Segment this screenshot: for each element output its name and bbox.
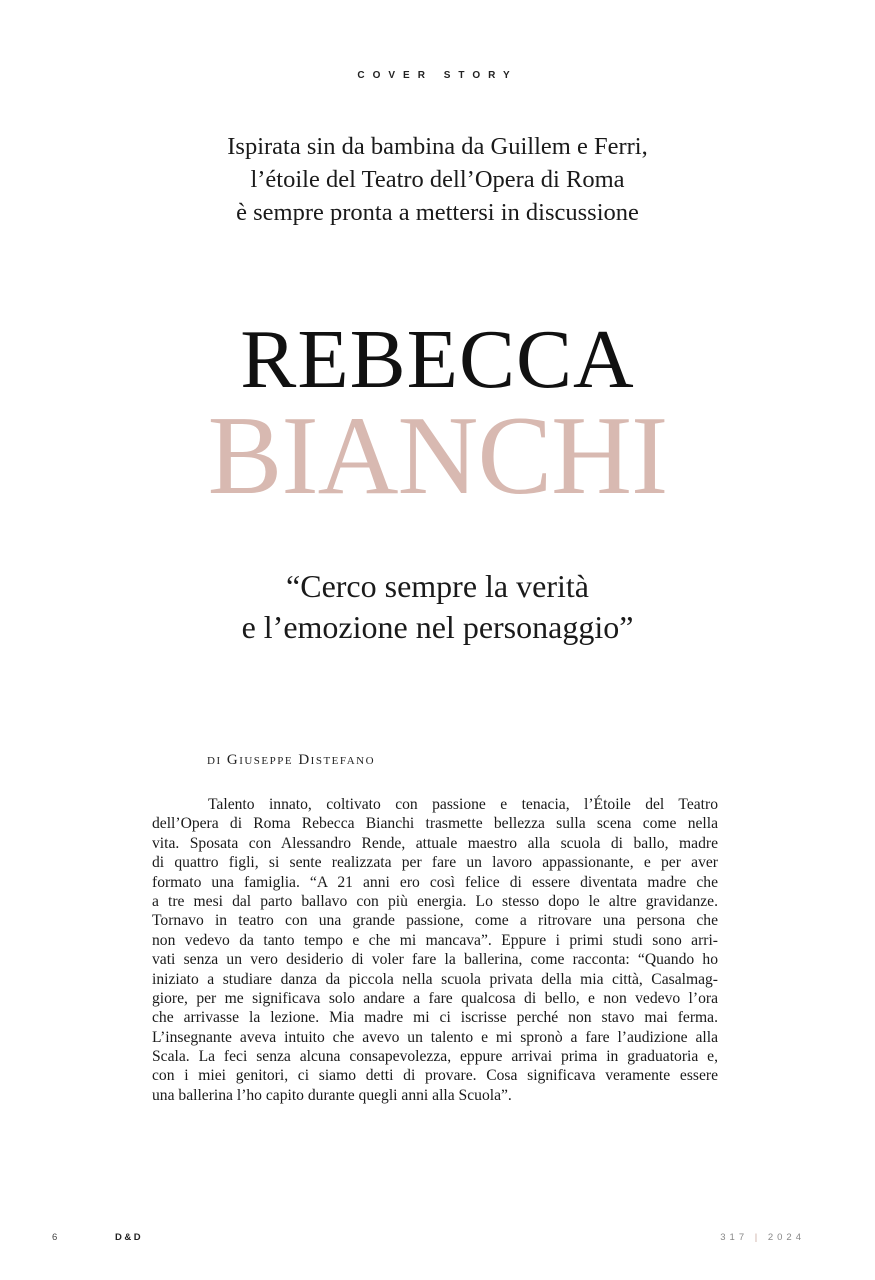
title-last-name: BIANCHI <box>207 394 668 518</box>
body-line: giore, per me significava solo andare a fare qualcosa di bello, e non vedevo l’ora <box>152 989 718 1007</box>
issue-number: 317 <box>720 1232 749 1243</box>
body-line: vita. Sposata con Alessandro Rende, attuale maestro alla scuola di ballo, madre <box>152 834 718 852</box>
article-body <box>152 795 718 1105</box>
pull-quote-line: “Cerco sempre la verità <box>286 568 589 604</box>
body-line: iniziato a studiare danza da piccola nella scuola privata della mia città, Casalmag- <box>152 970 718 988</box>
issue-year: 2024 <box>767 1232 805 1243</box>
body-line: a tre mesi dal parto ballavo con più energia. Lo stesso dopo le altre gravidanze. <box>152 892 718 910</box>
body-line: che arrivasse la lezione. Mia madre mi ci iscrisse perché non stavo mai ferma. <box>152 1009 718 1027</box>
body-line: L’insegnante aveva intuito che avevo un talento e mi spronò a fare l’audizione alla <box>152 1028 718 1046</box>
body-line: non vedevo da tanto tempo e che mi mancava”. Eppure i primi studi sono arri- <box>152 931 718 949</box>
body-line: di quattro figli, si sente realizzata per fare un lavoro appassionante, e per aver <box>152 854 718 872</box>
subheadline <box>0 130 875 229</box>
issue-separator: | <box>754 1232 762 1243</box>
magazine-name: D&D <box>115 1232 144 1243</box>
pull-quote <box>0 566 875 648</box>
pull-quote-line: e l’emozione nel personaggio” <box>241 609 634 645</box>
issue-info <box>720 1232 805 1243</box>
body-line: formato una famiglia. “A 21 anni ero così felice di essere diventata madre che <box>152 873 718 891</box>
body-line: con i miei genitori, ci siamo detti di provare. Cosa significava veramente essere <box>152 1067 718 1085</box>
subheadline-line: è sempre pronta a mettersi in discussione <box>236 199 639 226</box>
byline: di Giuseppe Distefano <box>207 752 376 768</box>
body-line: Scala. La feci senza alcuna consapevolezza, eppure arrivai prima in graduatoria e, <box>152 1048 718 1066</box>
body-line: Talento innato, coltivato con passione e tenacia, l’Étoile del Teatro <box>208 796 718 813</box>
title-first-name: REBECCA <box>240 313 635 406</box>
body-line: vati senza un vero desiderio di voler fare la ballerina, come racconta: “Quando ho <box>152 951 718 969</box>
body-line: una ballerina l’ho capito durante quegli anni alla Scuola”. <box>152 1086 512 1104</box>
body-line: dell’Opera di Roma Rebecca Bianchi trasmette bellezza sulla scena come nella <box>152 815 718 833</box>
subheadline-line: Ispirata sin da bambina da Guillem e Ferri, <box>227 133 648 160</box>
subheadline-line: l’étoile del Teatro dell’Opera di Roma <box>250 166 625 193</box>
page-number: 6 <box>52 1232 58 1243</box>
section-label: COVER STORY <box>357 70 518 81</box>
body-line: Tornavo in teatro con una grande passione, come a ritrovare una persona che <box>152 912 718 930</box>
